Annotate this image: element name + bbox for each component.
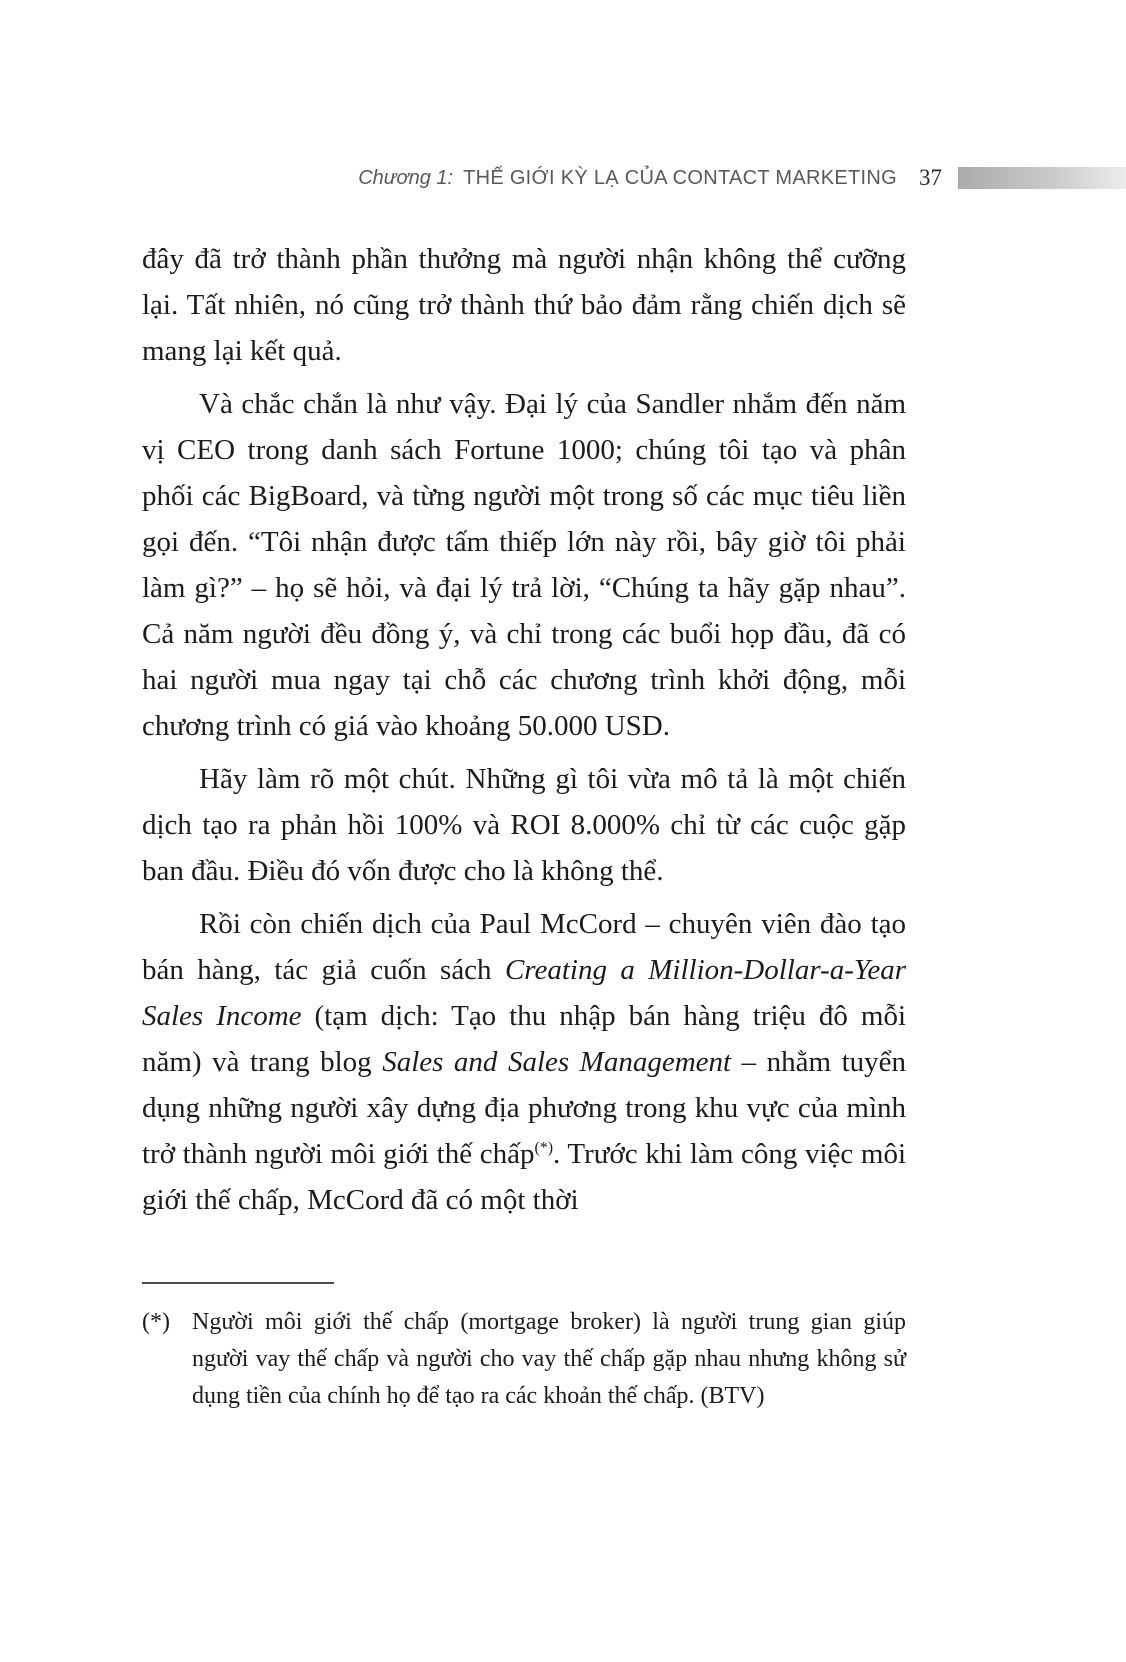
footnote-text: Người môi giới thế chấp (mortgage broker) là người trung gian giúp người vay thế chấp và người cho vay thế chấp gặp nhau nhưng không sử dụng tiền của chính họ để tạo ra các khoản thế chấp. (BTV) — [192, 1309, 906, 1409]
paragraph-1: đây đã trở thành phần thưởng mà người nhận không thể cưỡng lại. Tất nhiên, nó cũng trở thành thứ bảo đảm rằng chiến dịch sẽ mang lại kết quả. — [142, 243, 906, 367]
blog-title-text: Sales and Sales Management — [382, 1046, 732, 1078]
text-segment: . Trước khi làm công việc môi giới thế chấp, McCord đã có một thời — [142, 1138, 906, 1216]
footnote — [142, 1304, 906, 1415]
book-title-text: Creating a Million-Dollar-a-Year Sales Income — [142, 954, 907, 1032]
header-decoration-bar — [958, 167, 1126, 189]
paragraph-4 — [142, 901, 906, 1223]
footnote-reference-marker: (*) — [534, 1139, 554, 1157]
page-number: 37 — [919, 165, 942, 190]
text-segment: – nhằm tuyển dụng những người xây dựng địa phương trong khu vực của mình trở thành người môi giới thế chấp — [142, 1046, 906, 1170]
text-segment: (tạm dịch: Tạo thu nhập bán hàng triệu đô mỗi năm) và trang blog — [142, 1000, 906, 1078]
text-segment: Rồi còn chiến dịch của Paul McCord – chuyên viên đào tạo bán hàng, tác giả cuốn sách — [142, 908, 906, 986]
paragraph-3: Hãy làm rõ một chút. Những gì tôi vừa mô tả là một chiến dịch tạo ra phản hồi 100% và ROI 8.000% chỉ từ các cuộc gặp ban đầu. Điều đó vốn được cho là không thể. — [142, 763, 906, 887]
running-header — [0, 164, 1126, 192]
chapter-label: Chương 1: — [358, 166, 454, 189]
paragraph-2: Và chắc chắn là như vậy. Đại lý của Sandler nhắm đến năm vị CEO trong danh sách Fortune 1000; chúng tôi tạo và phân phối các BigBoard, và từng người một trong số các mục tiêu liền gọi đến. “Tôi nhận được tấm thiếp lớn này rồi, bây giờ tôi phải làm gì?” – họ sẽ hỏi, và đại lý trả lời, “Chúng ta hãy gặp nhau”. Cả năm người đều đồng ý, và chỉ trong các buổi họp đầu, đã có hai người mua ngay tại chỗ các chương trình khởi động, mỗi chương trình có giá vào khoảng 50.000 USD. — [142, 388, 906, 742]
footnote-marker: (*) — [142, 1309, 170, 1335]
page-body — [142, 236, 906, 1230]
footnote-divider — [142, 1282, 334, 1284]
chapter-title: THẾ GIỚI KỲ LẠ CỦA CONTACT MARKETING — [463, 166, 897, 189]
footnote-section — [142, 1282, 906, 1415]
